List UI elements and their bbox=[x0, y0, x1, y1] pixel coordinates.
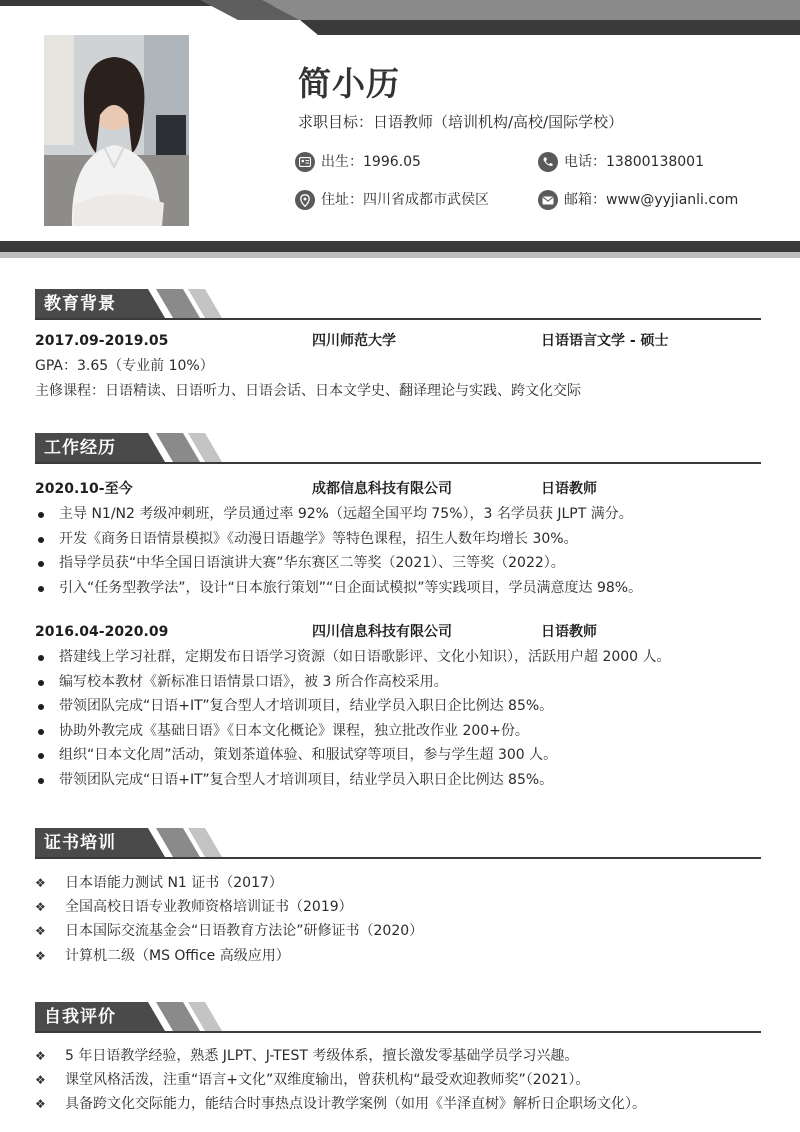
list-item bbox=[35, 1092, 761, 1116]
list-item bbox=[35, 871, 761, 895]
address-info bbox=[295, 190, 489, 210]
list-item bbox=[35, 919, 761, 943]
education-major: 日语语言文学 - 硕士 bbox=[541, 333, 669, 349]
list-item-text: 带领团队完成“日语+IT”复合型人才培训项目，结业学员入职日企比例达 85%。 bbox=[59, 771, 554, 788]
job-period: 2016.04-2020.09 bbox=[35, 624, 169, 640]
list-item-text: 日本语能力测试 N1 证书（2017） bbox=[65, 875, 283, 891]
list-item-text: 具备跨文化交际能力，能结合时事热点设计教学案例（如用《半泽直树》解析日企职场文化）。 bbox=[65, 1096, 646, 1113]
education-rule bbox=[35, 318, 761, 320]
list-item-text: 指导学员获“中华全国日语演讲大赛”华东赛区二等奖（2021）、三等奖（2022）。 bbox=[59, 555, 565, 571]
phone-icon bbox=[538, 152, 558, 172]
dot-bullet bbox=[38, 537, 44, 543]
profile-photo bbox=[44, 35, 189, 226]
list-item-text: 主导 N1/N2 考级冲刺班，学员通过率 92%（远超全国平均 75%），3 名学员获 JLPT 满分。 bbox=[59, 506, 633, 522]
list-item bbox=[35, 645, 761, 670]
job-role: 日语教师 bbox=[541, 624, 597, 640]
education-title: 教育背景 bbox=[44, 294, 116, 314]
job-company: 成都信息科技有限公司 bbox=[312, 481, 452, 497]
list-item bbox=[35, 944, 761, 968]
work-title: 工作经历 bbox=[44, 438, 116, 458]
work-heading bbox=[35, 433, 761, 464]
list-item-text: 搭建线上学习社群，定期发布日语学习资源（如日语歌影评、文化小知识），活跃用户超 2000 人。 bbox=[59, 649, 671, 665]
list-item-text: 协助外教完成《基础日语》《日本文化概论》课程，独立批改作业 200+份。 bbox=[59, 722, 529, 739]
certs-list bbox=[35, 871, 761, 968]
dot-bullet bbox=[38, 512, 44, 518]
dot-bullet bbox=[38, 586, 44, 592]
list-item bbox=[35, 743, 761, 768]
self-eval-section bbox=[35, 1002, 761, 1117]
dot-bullet bbox=[38, 680, 44, 686]
diamond-bullet-icon: ❖ bbox=[35, 1049, 46, 1063]
job-row bbox=[35, 477, 761, 502]
education-section bbox=[35, 289, 761, 403]
list-item-text: 编写校本教材《新标准日语情景口语》，被 3 所合作高校采用。 bbox=[59, 673, 448, 690]
list-item-text: 开发《商务日语情景模拟》《动漫日语趣学》等特色课程，招生人数年均增长 30%。 bbox=[59, 530, 578, 547]
education-row bbox=[35, 329, 761, 354]
self-eval-heading bbox=[35, 1002, 761, 1033]
list-item bbox=[35, 502, 761, 527]
list-item-text: 全国高校日语专业教师资格培训证书（2019） bbox=[65, 899, 353, 916]
candidate-name: 简小历 bbox=[298, 64, 400, 103]
phone-info bbox=[538, 152, 704, 172]
self-eval-list bbox=[35, 1044, 761, 1117]
address-text: 住址：四川省成都市武侯区 bbox=[321, 192, 489, 208]
education-courses: 主修课程：日语精读、日语听力、日语会话、日本文学史、翻译理论与实践、跨文化交际 bbox=[35, 382, 581, 399]
work-rule bbox=[35, 462, 761, 464]
dot-bullet bbox=[38, 561, 44, 567]
list-item bbox=[35, 694, 761, 719]
job-achievements bbox=[35, 645, 761, 792]
dot-bullet bbox=[38, 753, 44, 759]
list-item-text: 日本国际交流基金会“日语教育方法论”研修证书（2020） bbox=[65, 923, 424, 940]
education-school: 四川师范大学 bbox=[312, 333, 396, 349]
dot-bullet bbox=[38, 655, 44, 661]
header-divider-dark bbox=[0, 241, 800, 252]
job-objective: 求职目标：日语教师（培训机构/高校/国际学校） bbox=[298, 113, 624, 131]
list-item-text: 课堂风格活泼，注重“语言+文化”双维度输出，曾获机构“最受欢迎教师奖”（2021）。 bbox=[65, 1072, 590, 1089]
birth-text: 出生：1996.05 bbox=[321, 154, 421, 170]
list-item bbox=[35, 1044, 761, 1068]
list-item bbox=[35, 719, 761, 744]
list-item-text: 计算机二级（MS Office 高级应用） bbox=[65, 947, 290, 964]
diamond-bullet-icon: ❖ bbox=[35, 1073, 46, 1088]
education-heading bbox=[35, 289, 761, 320]
dot-bullet bbox=[38, 704, 44, 710]
id-card-icon bbox=[295, 152, 315, 172]
list-item bbox=[35, 551, 761, 576]
list-item bbox=[35, 670, 761, 695]
dot-bullet bbox=[38, 778, 44, 784]
phone-text: 电话：13800138001 bbox=[564, 154, 704, 170]
list-item bbox=[35, 576, 761, 601]
job-company: 四川信息科技有限公司 bbox=[312, 624, 452, 640]
resume-header bbox=[0, 0, 800, 258]
job-row bbox=[35, 620, 761, 645]
list-item bbox=[35, 527, 761, 552]
certs-title: 证书培训 bbox=[44, 833, 116, 853]
education-gpa: GPA：3.65（专业前 10%） bbox=[35, 358, 214, 374]
self-eval-title: 自我评价 bbox=[44, 1007, 116, 1027]
certs-section bbox=[35, 828, 761, 968]
job-period: 2020.10-至今 bbox=[35, 481, 133, 497]
list-item bbox=[35, 768, 761, 793]
header-divider-light bbox=[0, 252, 800, 258]
certs-heading bbox=[35, 828, 761, 859]
diamond-bullet-icon: ❖ bbox=[35, 924, 46, 939]
certs-rule bbox=[35, 857, 761, 859]
list-item-text: 带领团队完成“日语+IT”复合型人才培训项目，结业学员入职日企比例达 85%。 bbox=[59, 698, 554, 714]
diamond-bullet-icon: ❖ bbox=[35, 900, 46, 915]
list-item-text: 组织“日本文化周”活动，策划茶道体验、和服试穿等项目，参与学生超 300 人。 bbox=[59, 747, 558, 763]
diamond-bullet-icon: ❖ bbox=[35, 948, 46, 963]
list-item-text: 引入“任务型教学法”，设计“日本旅行策划”“日企面试模拟”等实践项目，学员满意度达 98%。 bbox=[59, 579, 643, 596]
self-eval-rule bbox=[35, 1031, 761, 1033]
list-item bbox=[35, 895, 761, 919]
education-period: 2017.09-2019.05 bbox=[35, 333, 169, 349]
job-achievements bbox=[35, 502, 761, 600]
birth-info bbox=[295, 152, 421, 172]
mail-icon bbox=[538, 190, 558, 210]
header-divider bbox=[0, 241, 800, 258]
job-role: 日语教师 bbox=[541, 481, 597, 497]
email-info bbox=[538, 190, 738, 210]
list-item bbox=[35, 1068, 761, 1092]
list-item-text: 5 年日语教学经验，熟悉 JLPT、J-TEST 考级体系，擅长激发零基础学员学习兴趣。 bbox=[65, 1048, 579, 1064]
dot-bullet bbox=[38, 729, 44, 735]
diamond-bullet-icon: ❖ bbox=[35, 1097, 46, 1112]
location-pin-icon bbox=[295, 190, 315, 210]
work-section bbox=[35, 433, 761, 792]
email-text: 邮箱：www@yyjianli.com bbox=[564, 192, 739, 208]
diamond-bullet-icon: ❖ bbox=[35, 876, 46, 890]
